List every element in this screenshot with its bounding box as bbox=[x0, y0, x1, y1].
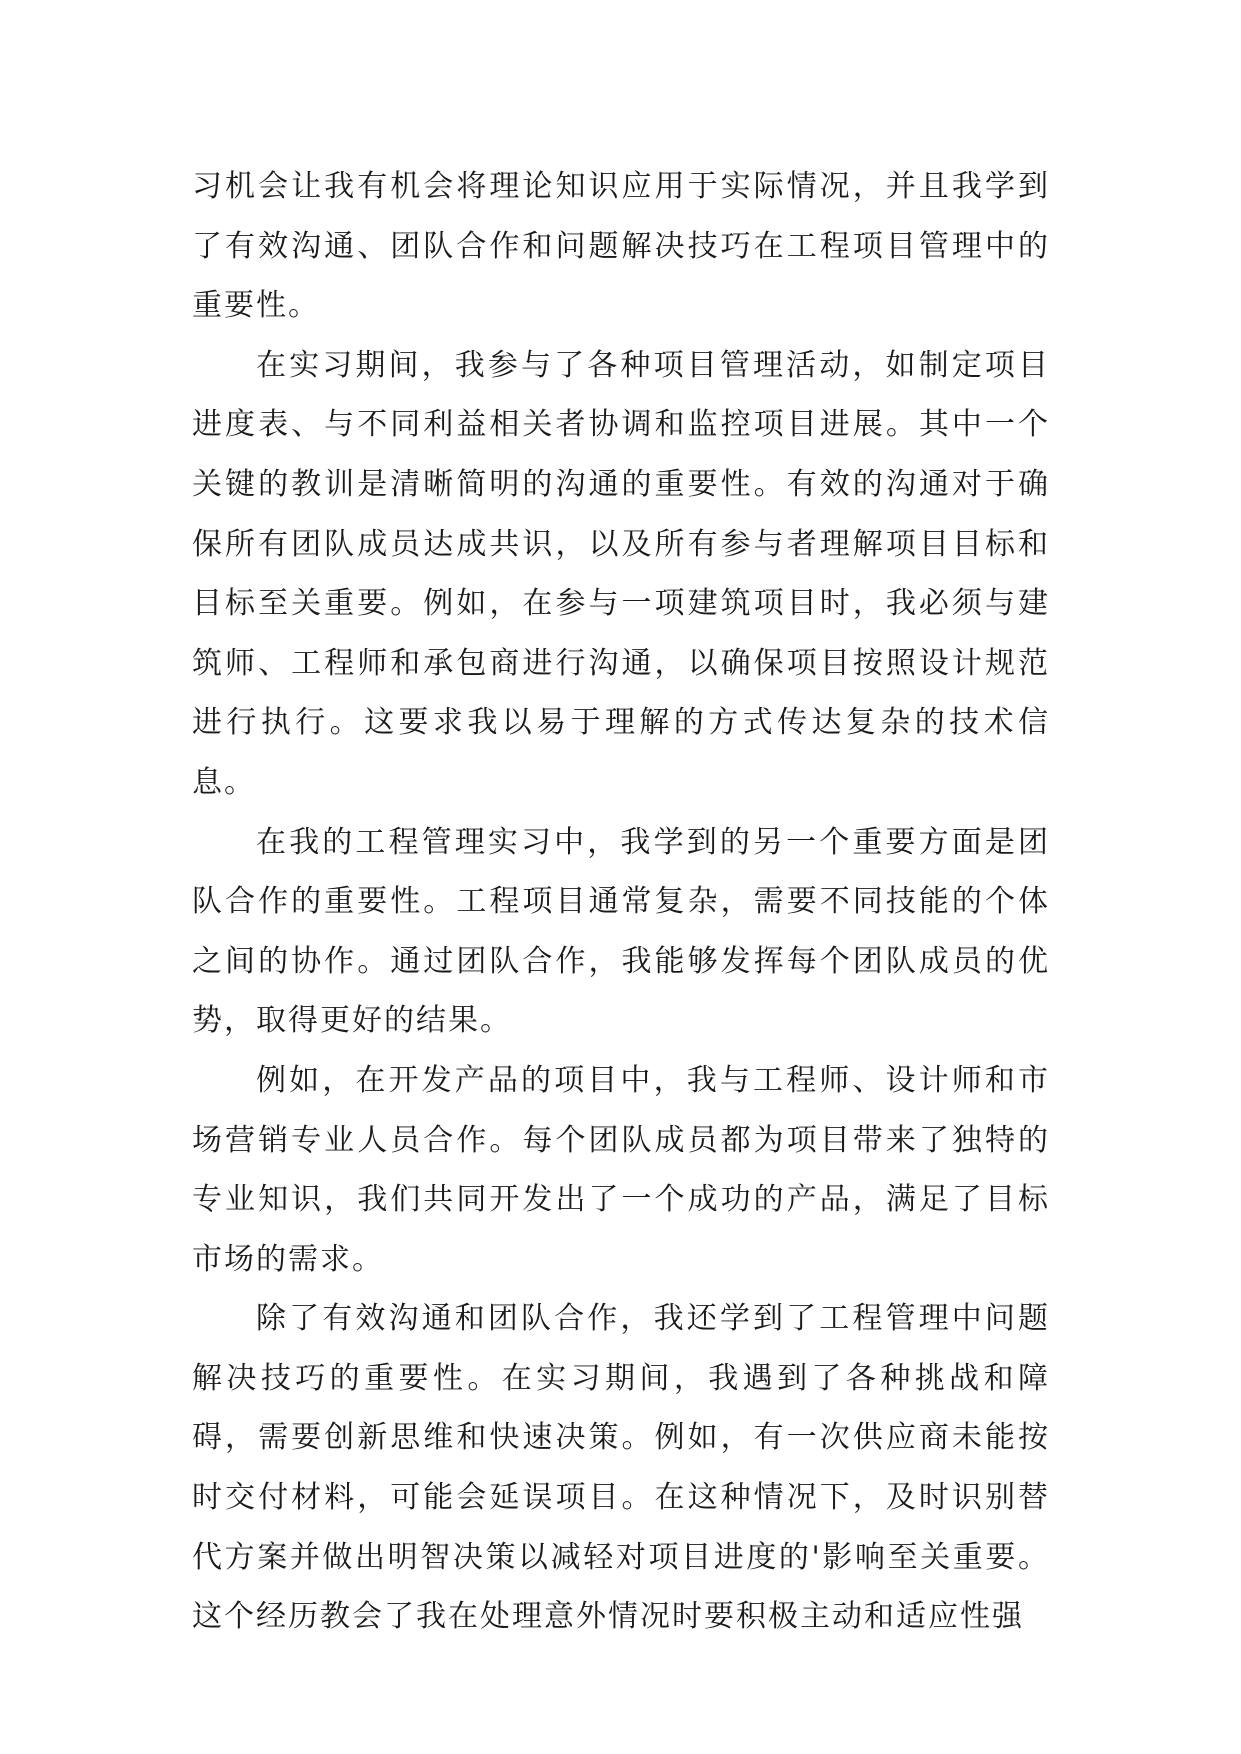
paragraph-4: 例如，在开发产品的项目中，我与工程师、设计师和市场营销专业人员合作。每个团队成员都为项目带来了独特的专业知识，我们共同开发出了一个成功的产品，满足了目标市场的需求。 bbox=[192, 1062, 1050, 1277]
paragraph-1: 习机会让我有机会将理论知识应用于实际情况，并且我学到了有效沟通、团队合作和问题解决技巧在工程项目管理中的重要性。 bbox=[192, 169, 1050, 324]
paragraph-3: 在我的工程管理实习中，我学到的另一个重要方面是团队合作的重要性。工程项目通常复杂，需要不同技能的个体之间的协作。通过团队合作，我能够发挥每个团队成员的优势，取得更好的结果。 bbox=[192, 824, 1050, 1039]
paragraph-2: 在实习期间，我参与了各种项目管理活动，如制定项目进度表、与不同利益相关者协调和监控项目进展。其中一个关键的教训是清晰简明的沟通的重要性。有效的沟通对于确保所有团队成员达成共识，以及所有参与者理解项目目标和目标至关重要。例如，在参与一项建筑项目时，我必须与建筑师、工程师和承包商进行沟通，以确保项目按照设计规范进行执行。这要求我以易于理解的方式传达复杂的技术信息。 bbox=[192, 347, 1050, 800]
document-body bbox=[192, 157, 1050, 1647]
paragraph-5: 除了有效沟通和团队合作，我还学到了工程管理中问题解决技巧的重要性。在实习期间，我遇到了各种挑战和障碍，需要创新思维和快速决策。例如，有一次供应商未能按时交付材料，可能会延误项目。在这种情况下，及时识别替代方案并做出明智决策以减轻对项目进度的'影响至关重要。这个经历教会了我在处理意外情况时要积极主动和适应性强 bbox=[192, 1301, 1050, 1635]
